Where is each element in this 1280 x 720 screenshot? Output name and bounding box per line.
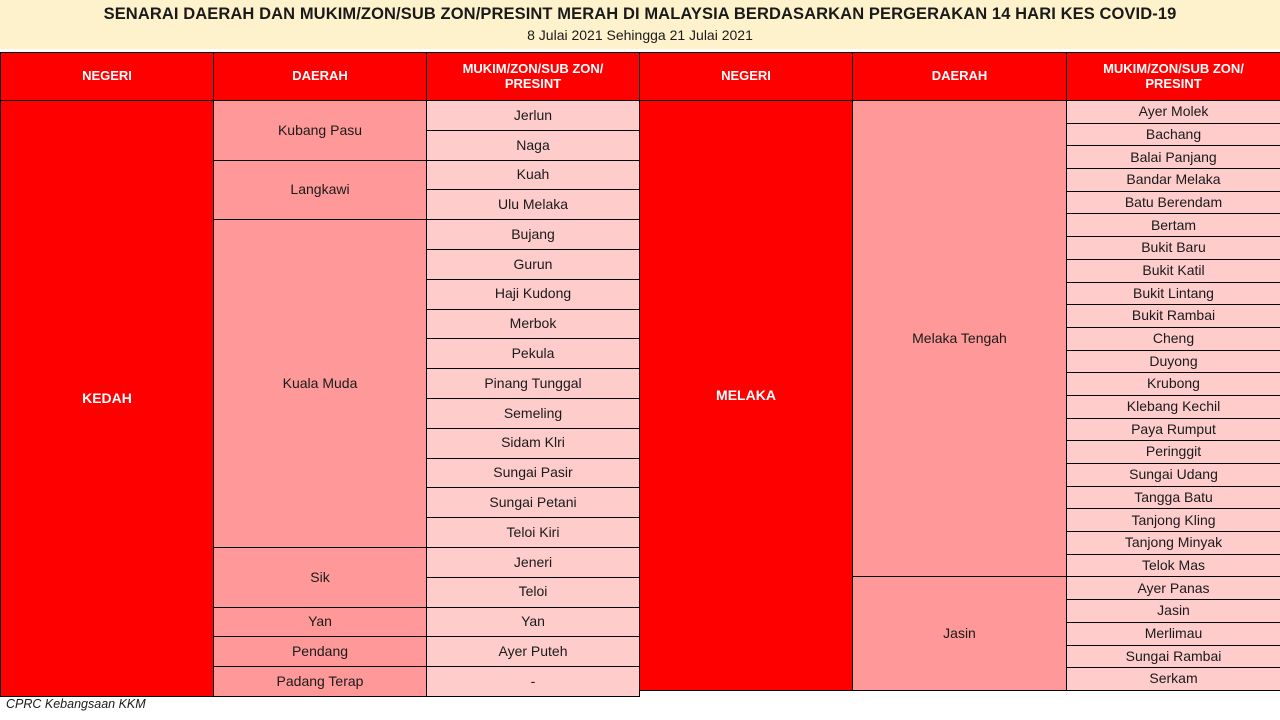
mukim-cell: Sidam Klri — [427, 428, 640, 458]
mukim-cell: Tanjong Minyak — [1067, 532, 1280, 555]
state-cell: MELAKA — [640, 101, 853, 691]
kedah-table — [0, 52, 640, 697]
district-cell: Yan — [214, 607, 427, 637]
mukim-cell: Ayer Puteh — [427, 637, 640, 667]
header-negeri: NEGERI — [640, 53, 853, 101]
header-row — [1, 53, 640, 101]
mukim-cell: Bertam — [1067, 214, 1280, 237]
mukim-cell: Telok Mas — [1067, 554, 1280, 577]
mukim-cell: Bachang — [1067, 123, 1280, 146]
mukim-cell: Duyong — [1067, 350, 1280, 373]
header-row — [640, 53, 1280, 101]
mukim-cell: Ayer Molek — [1067, 101, 1280, 124]
header-mukim — [1067, 53, 1280, 101]
mukim-cell: Jeneri — [427, 547, 640, 577]
mukim-cell: Merbok — [427, 309, 640, 339]
district-cell: Kuala Muda — [214, 220, 427, 548]
header-mukim — [427, 53, 640, 101]
mukim-cell: - — [427, 667, 640, 697]
mukim-cell: Klebang Kechil — [1067, 395, 1280, 418]
mukim-cell: Ayer Panas — [1067, 577, 1280, 600]
mukim-cell: Merlimau — [1067, 622, 1280, 645]
mukim-cell: Bandar Melaka — [1067, 169, 1280, 192]
mukim-cell: Naga — [427, 130, 640, 160]
source-footer: CPRC Kebangsaan KKM — [6, 697, 146, 711]
district-cell: Padang Terap — [214, 667, 427, 697]
mukim-cell: Ulu Melaka — [427, 190, 640, 220]
mukim-cell: Tanjong Kling — [1067, 509, 1280, 532]
mukim-cell: Gurun — [427, 249, 640, 279]
mukim-cell: Bukit Lintang — [1067, 282, 1280, 305]
mukim-cell: Jerlun — [427, 101, 640, 131]
mukim-cell: Paya Rumput — [1067, 418, 1280, 441]
mukim-cell: Batu Berendam — [1067, 191, 1280, 214]
district-cell: Sik — [214, 547, 427, 607]
mukim-cell: Pekula — [427, 339, 640, 369]
mukim-cell: Teloi Kiri — [427, 518, 640, 548]
mukim-cell: Bukit Rambai — [1067, 305, 1280, 328]
state-cell: KEDAH — [1, 101, 214, 697]
mukim-cell: Teloi — [427, 577, 640, 607]
district-cell: Pendang — [214, 637, 427, 667]
mukim-cell: Sungai Rambai — [1067, 645, 1280, 668]
mukim-cell: Pinang Tunggal — [427, 369, 640, 399]
mukim-cell: Tangga Batu — [1067, 486, 1280, 509]
mukim-cell: Kuah — [427, 160, 640, 190]
mukim-cell: Bukit Katil — [1067, 259, 1280, 282]
mukim-cell: Sungai Udang — [1067, 464, 1280, 487]
district-cell: Langkawi — [214, 160, 427, 220]
mukim-cell: Cheng — [1067, 327, 1280, 350]
table-row — [640, 101, 1280, 124]
mukim-cell: Yan — [427, 607, 640, 637]
page-title: SENARAI DAERAH DAN MUKIM/ZON/SUB ZON/PRESINT MERAH DI MALAYSIA BERDASARKAN PERGERAKAN 14 HARI KES COVID-19 — [103, 5, 1177, 23]
header-mukim-line2: PRESINT — [1145, 75, 1202, 91]
district-cell: Melaka Tengah — [853, 101, 1067, 577]
mukim-cell: Serkam — [1067, 668, 1280, 691]
mukim-cell: Bukit Baru — [1067, 237, 1280, 260]
district-cell: Jasin — [853, 577, 1067, 690]
mukim-cell: Balai Panjang — [1067, 146, 1280, 169]
mukim-cell: Bujang — [427, 220, 640, 250]
mukim-cell: Krubong — [1067, 373, 1280, 396]
header-mukim-line1: MUKIM/ZON/SUB ZON/ — [462, 61, 604, 77]
header-negeri: NEGERI — [1, 53, 214, 101]
mukim-cell: Jasin — [1067, 600, 1280, 623]
mukim-cell: Haji Kudong — [427, 279, 640, 309]
table-row — [1, 101, 640, 131]
mukim-cell: Peringgit — [1067, 441, 1280, 464]
header-daerah: DAERAH — [853, 53, 1067, 101]
header-mukim-line2: PRESINT — [504, 75, 562, 91]
mukim-cell: Semeling — [427, 398, 640, 428]
date-range: 8 Julai 2021 Sehingga 21 Julai 2021 — [527, 27, 753, 43]
melaka-table — [639, 52, 1280, 691]
mukim-cell: Sungai Petani — [427, 488, 640, 518]
header-daerah: DAERAH — [214, 53, 427, 101]
district-cell: Kubang Pasu — [214, 101, 427, 161]
header-mukim-line1: MUKIM/ZON/SUB ZON/ — [1103, 61, 1244, 77]
mukim-cell: Sungai Pasir — [427, 458, 640, 488]
